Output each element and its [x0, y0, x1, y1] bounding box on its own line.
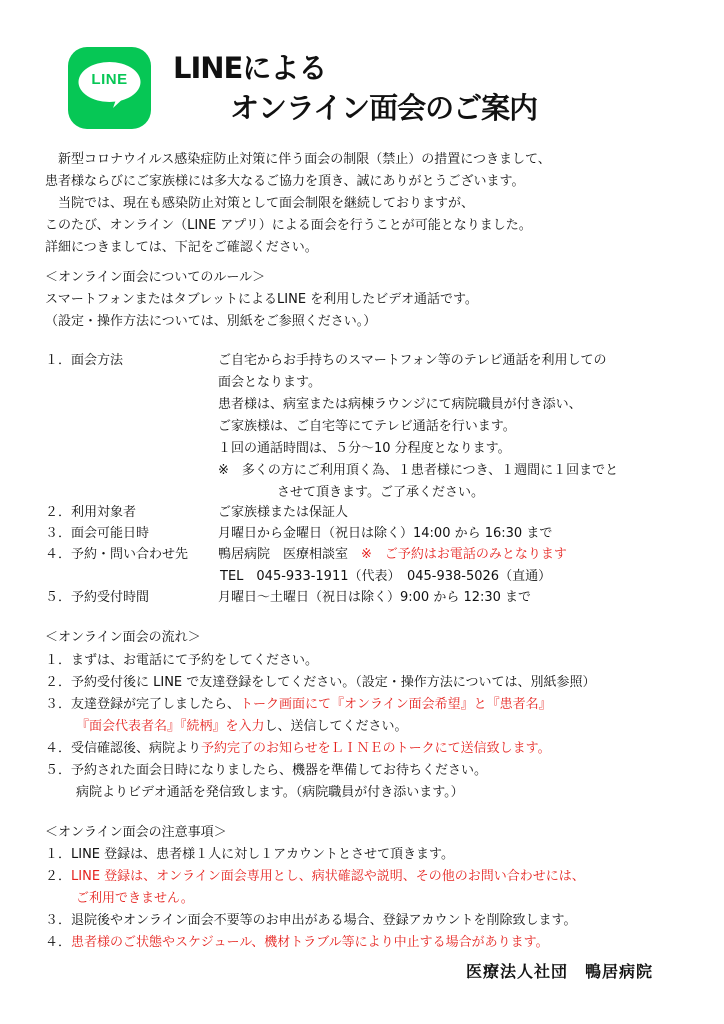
- note-num: ４．: [45, 935, 72, 950]
- contact-value: [218, 547, 567, 563]
- method-line: 面会となります。: [218, 375, 321, 390]
- flow-step5-cont: 病院よりビデオ通話を発信致します。（病院職員が付き添います。）: [76, 785, 464, 800]
- method-note: ※ 多くの方にご利用頂く為、１患者様につき、１週間に１回までと: [218, 463, 619, 478]
- rules-heading: ＜オンライン面会についてのルール＞: [45, 270, 266, 285]
- method-line: ご自宅からお手持ちのスマートフォン等のテレビ通話を利用しての: [218, 353, 607, 368]
- target-label: ２．利用対象者: [45, 505, 137, 520]
- intro-line: 当院では、現在も感染防止対策として面会制限を継続しておりますが、: [58, 196, 475, 211]
- flow-step3-red2: 『面会代表者名』『続柄』を入力: [76, 719, 265, 734]
- note-red-cont: ご利用できません。: [76, 891, 194, 906]
- method-line: ご家族様は、ご自宅等にてテレビ通話を行います。: [218, 419, 516, 434]
- flow-step: １．まずは、お電話にて予約をしてください。: [45, 653, 319, 668]
- note-red: 患者様のご状態やスケジュール、機材トラブル等により中止する場合があります。: [71, 935, 549, 950]
- contact-dept: 鴨居病院 医療相談室: [218, 547, 349, 562]
- note-num: ２．: [45, 869, 72, 884]
- intro-line: 新型コロナウイルス感染症防止対策に伴う面会の制限（禁止）の措置につきまして、: [58, 152, 551, 167]
- flow-step3-tail: し、送信してください。: [264, 719, 408, 734]
- note-item: ３．退院後やオンライン面会不要等のお申出がある場合、登録アカウントを削除致します。: [45, 913, 577, 928]
- days-value: 月曜日から金曜日（祝日は除く）14:00 から 16:30 まで: [218, 526, 553, 541]
- notes-heading: ＜オンライン面会の注意事項＞: [45, 825, 227, 840]
- target-value: ご家族様または保証人: [218, 505, 349, 520]
- flow-step4-text: ４．受信確認後、病院より: [45, 741, 202, 756]
- note-item: [45, 935, 549, 951]
- method-line: １回の通話時間は、５分～10 分程度となります。: [218, 441, 511, 456]
- reception-value: 月曜日～土曜日（祝日は除く）9:00 から 12:30 まで: [218, 590, 532, 605]
- page-title-line1: LINEによる: [173, 51, 327, 85]
- contact-note: ※ ご予約はお電話のみとなります: [361, 547, 567, 562]
- flow-step: ２．予約受付後に LINE で友達登録をしてください。（設定・操作方法については、別紙参照）: [45, 675, 596, 690]
- contact-label: ４．予約・問い合わせ先: [45, 547, 189, 562]
- flow-step4-red: 予約完了のお知らせをＬＩＮＥのトークにて送信致します。: [201, 741, 551, 756]
- method-line: 患者様は、病室または病棟ラウンジにて病院職員が付き添い、: [218, 397, 582, 412]
- logo-text: LINE: [91, 71, 128, 88]
- flow-heading: ＜オンライン面会の流れ＞: [45, 630, 201, 645]
- note-item: １．LINE 登録は、患者様１人に対し１アカウントとさせて頂きます。: [45, 847, 454, 862]
- flow-step3-text: ３．友達登録が完了しましたら、: [45, 697, 241, 712]
- days-label: ３．面会可能日時: [45, 526, 150, 541]
- flow-step3-red: トーク画面にて『オンライン面会希望』と『患者名』: [240, 697, 552, 712]
- note-item: [45, 869, 585, 885]
- flow-step: [45, 697, 552, 713]
- intro-line: 患者様ならびにご家族様には多大なるご協力を頂き、誠にありがとうございます。: [45, 174, 525, 189]
- line-logo: [68, 47, 151, 129]
- note-red: LINE 登録は、オンライン面会専用とし、病状確認や説明、その他のお問い合わせには、: [71, 869, 585, 884]
- contact-tel: TEL 045-933-1911（代表） 045-938-5026（直通）: [220, 569, 552, 584]
- flow-step: ５．予約された面会日時になりましたら、機器を準備してお待ちください。: [45, 763, 488, 778]
- hospital-name: 医療法人社団 鴨居病院: [466, 962, 654, 981]
- rules-line: （設定・操作方法については、別紙をご参照ください。）: [45, 314, 377, 329]
- flow-step3-cont: [76, 719, 408, 735]
- page-title-line2: オンライン面会のご案内: [230, 91, 538, 125]
- rules-line: スマートフォンまたはタブレットによるLINE を利用したビデオ通話です。: [45, 292, 478, 307]
- intro-line: このたび、オンライン（LINE アプリ）による面会を行うことが可能となりました。: [45, 218, 532, 233]
- flow-step: [45, 741, 551, 757]
- intro-line: 詳細につきましては、下記をご確認ください。: [45, 240, 318, 255]
- reception-label: ５．予約受付時間: [45, 590, 150, 605]
- method-note: させて頂きます。ご了承ください。: [277, 485, 484, 500]
- method-label: １．面会方法: [45, 353, 124, 368]
